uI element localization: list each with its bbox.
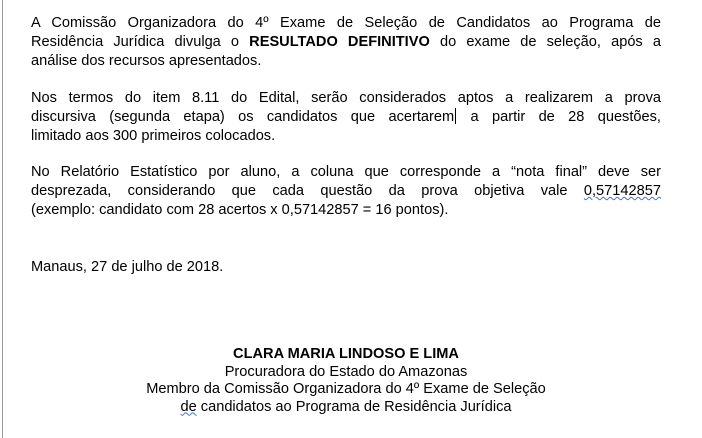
paragraph-line: (exemplo: candidato com 28 acertos x 0,57142857 = 16 pontos). (31, 202, 449, 218)
paragraph-statistical-report (31, 163, 661, 220)
document-date: Manaus, 27 de julho de 2018. (31, 259, 224, 275)
signatory-membership: Membro da Comissão Organizadora do 4º Exame de Seleção (146, 381, 546, 397)
paragraph-result-announcement (31, 14, 661, 71)
text-run: do exame de seleção, após a (429, 34, 661, 50)
page-margin-rule (2, 0, 3, 438)
text-run: desprezada, considerando que cada questão da prova objetiva vale (31, 183, 584, 199)
paragraph-edital-terms (31, 89, 661, 146)
spellcheck-marked-word: de (180, 398, 197, 415)
signatory-program (100, 399, 592, 417)
signature-block (100, 346, 592, 416)
text-run: candidatos ao Programa de Residência Jurídica (196, 398, 512, 415)
paragraph-line: No Relatório Estatístico por aluno, a coluna que corresponde a “nota final” deve ser (31, 164, 661, 180)
text-run: discursiva (segunda etapa) os candidatos que acertarem (31, 109, 455, 125)
paragraph-line (31, 33, 661, 52)
result-definitive-emphasis: RESULTADO DEFINITIVO (249, 34, 430, 50)
paragraph-line: análise dos recursos apresentados. (31, 53, 262, 69)
spellcheck-marked-value: 0,57142857 (583, 183, 661, 199)
paragraph-line: limitado aos 300 primeiros colocados. (31, 128, 276, 144)
paragraph-line: A Comissão Organizadora do 4º Exame de Seleção de Candidatos ao Programa de (31, 15, 661, 31)
signatory-name: CLARA MARIA LINDOSO E LIMA (233, 346, 459, 362)
text-run: Residência Jurídica divulga o (31, 34, 250, 50)
paragraph-line (31, 108, 661, 127)
text-run: a partir de 28 questões, (457, 109, 661, 125)
paragraph-line: Nos termos do item 8.11 do Edital, serão considerados aptos a realizarem a prova (31, 90, 661, 106)
signatory-role: Procuradora do Estado do Amazonas (224, 363, 468, 380)
paragraph-line (31, 182, 661, 201)
